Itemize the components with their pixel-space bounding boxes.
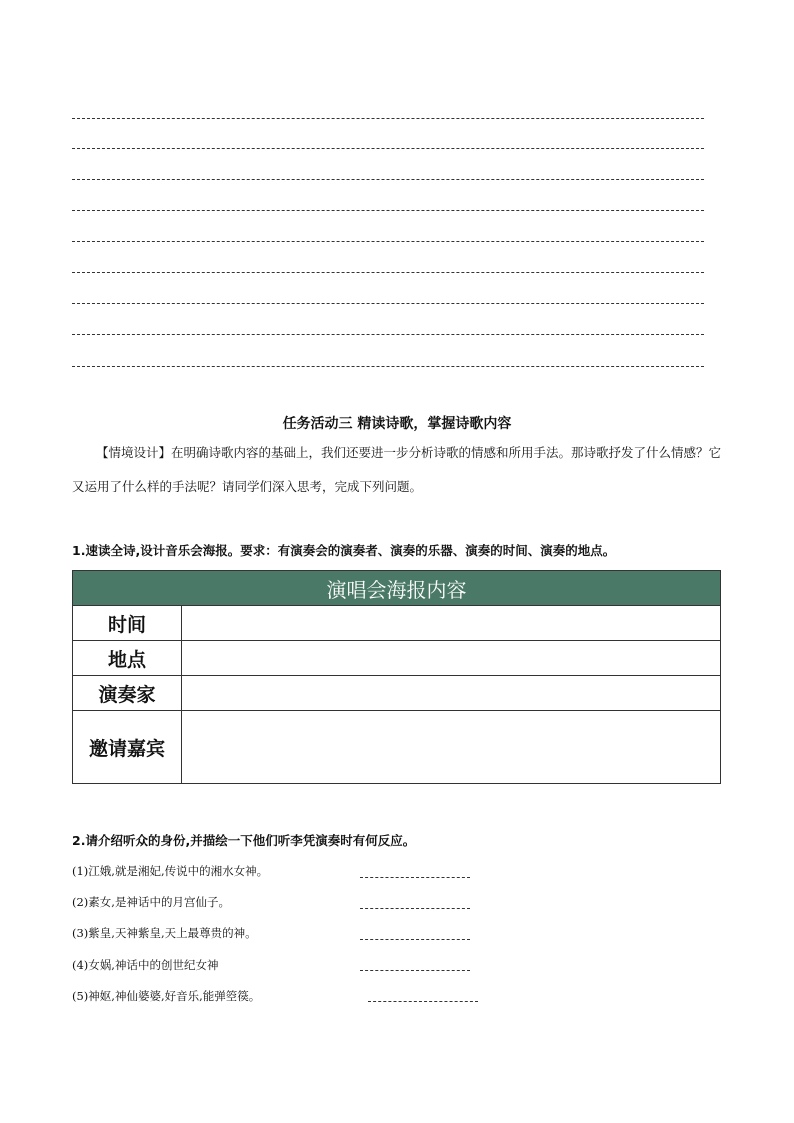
question-2: 2.请介绍听众的身份,并描绘一下他们听李凭演奏时有何反应。 <box>72 833 416 848</box>
scenario-paragraph <box>72 436 724 504</box>
poster-table <box>72 570 721 784</box>
list-item: (4)女娲,神话中的创世纪女神 <box>72 958 219 972</box>
row-label-time: 时间 <box>73 606 182 641</box>
answer-line[interactable] <box>72 118 704 119</box>
guests-cell[interactable] <box>182 711 721 784</box>
section-title: 任务活动三 精读诗歌，掌握诗歌内容 <box>282 416 512 432</box>
row-label-location: 地点 <box>73 641 182 676</box>
poster-header: 演唱会海报内容 <box>73 571 721 606</box>
location-cell[interactable] <box>182 641 721 676</box>
row-label-performer: 演奏家 <box>73 676 182 711</box>
time-cell[interactable] <box>182 606 721 641</box>
answer-line[interactable] <box>72 366 704 367</box>
answer-line[interactable] <box>72 272 704 273</box>
answer-line[interactable] <box>72 148 704 149</box>
list-item: (3)紫皇,天神紫皇,天上最尊贵的神。 <box>72 926 257 940</box>
row-label-guests: 邀请嘉宾 <box>73 711 182 784</box>
list-item: (5)神妪,神仙婆婆,好音乐,能弹箜篌。 <box>72 989 261 1003</box>
answer-line[interactable] <box>72 210 704 211</box>
question-1: 1.速读全诗,设计音乐会海报。要求：有演奏会的演奏者、演奏的乐器、演奏的时间、演奏的地点。 <box>72 543 616 558</box>
answer-blank[interactable] <box>360 939 470 940</box>
list-item: (1)江娥,就是湘妃,传说中的湘水女神。 <box>72 864 269 878</box>
answer-line[interactable] <box>72 334 704 335</box>
list-item: (2)素女,是神话中的月宫仙子。 <box>72 895 230 909</box>
performer-cell[interactable] <box>182 676 721 711</box>
answer-line[interactable] <box>72 303 704 304</box>
answer-blank[interactable] <box>360 908 470 909</box>
answer-blank[interactable] <box>360 970 470 971</box>
answer-line[interactable] <box>72 179 704 180</box>
scenario-text: 【情境设计】在明确诗歌内容的基础上，我们还要进一步分析诗歌的情感和所用手法。那诗歌抒发了什么情感？它又运用了什么样的手法呢？请同学们深入思考，完成下列问题。 <box>72 445 722 494</box>
answer-line[interactable] <box>72 241 704 242</box>
answer-blank[interactable] <box>368 1001 478 1002</box>
answer-blank[interactable] <box>360 877 470 878</box>
